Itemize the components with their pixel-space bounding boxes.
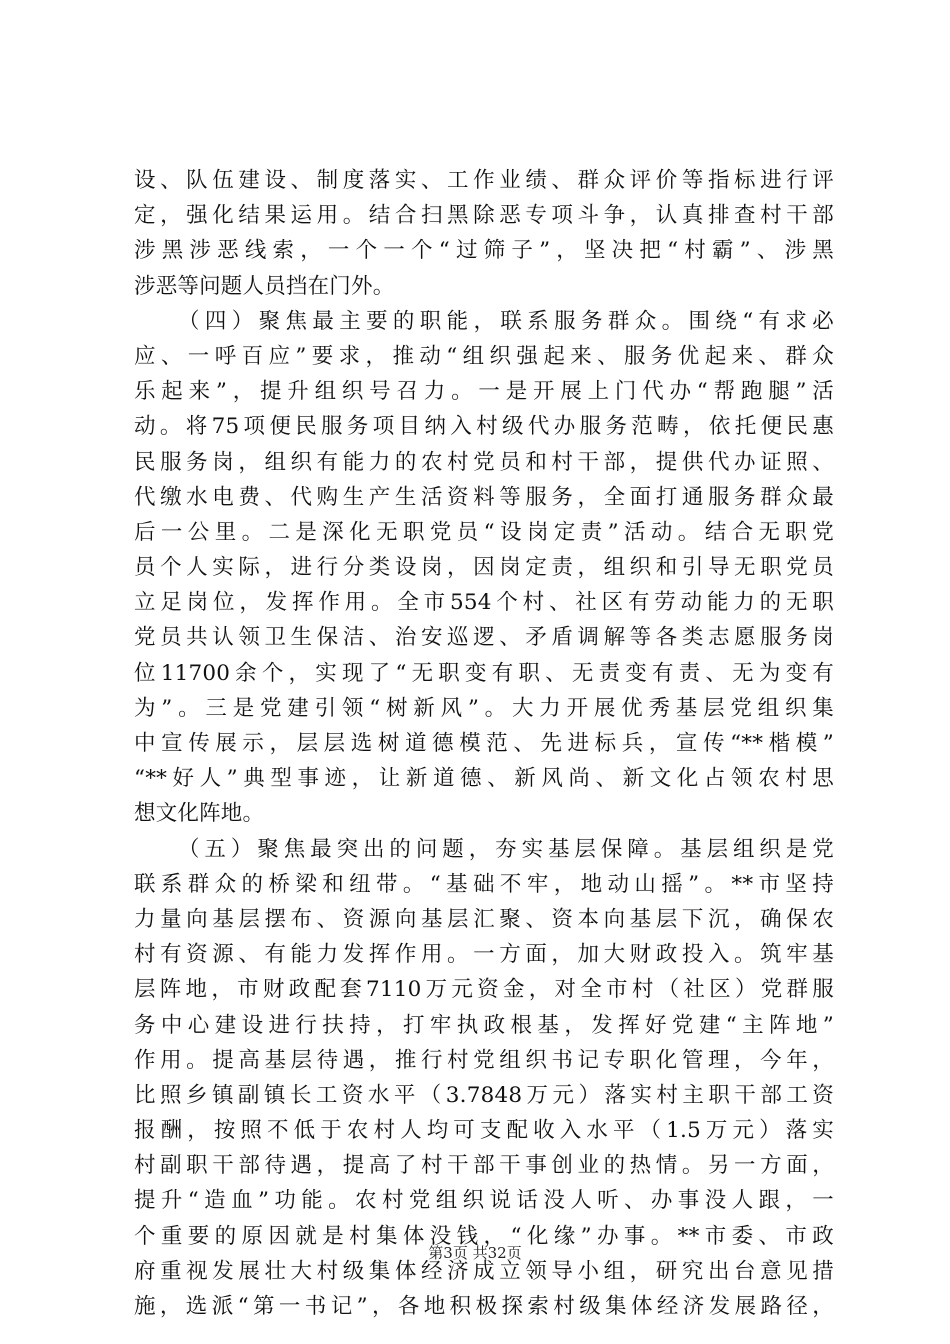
text-line: 报酬，按照不低于农村人均可支配收入水平（1.5万元）落实 — [134, 1118, 834, 1144]
text-line: 个重要的原因就是村集体没钱，“化缘”办事。**市委、市政 — [134, 1223, 834, 1249]
text-line: 比照乡镇副镇长工资水平（3.7848万元）落实村主职干部工资 — [134, 1082, 834, 1108]
text-line: 涉恶等问题人员挡在门外。 — [134, 273, 395, 299]
text-line: 村有资源、有能力发挥作用。一方面，加大财政投入。筑牢基 — [134, 942, 834, 968]
text-line: 为”。三是党建引领“树新风”。大力开展优秀基层党组织集 — [134, 695, 834, 721]
text-line: 联系群众的桥梁和纽带。“基础不牢，地动山摇”。**市坚持 — [134, 871, 834, 897]
text-line: （五）聚焦最突出的问题，夯实基层保障。基层组织是党 — [178, 836, 834, 862]
text-line: 党员共认领卫生保洁、治安巡逻、矛盾调解等各类志愿服务岗 — [134, 625, 834, 651]
text-line: 位11700余个，实现了“无职变有职、无责变有责、无为变有 — [134, 660, 834, 686]
text-line: 员个人实际，进行分类设岗，因岗定责，组织和引导无职党员 — [134, 555, 834, 581]
text-line: 力量向基层摆布、资源向基层汇聚、资本向基层下沉，确保农 — [134, 906, 834, 932]
text-line: 代缴水电费、代购生产生活资料等服务，全面打通服务群众最 — [134, 484, 834, 510]
text-line: 应、一呼百应”要求，推动“组织强起来、服务优起来、群众 — [134, 343, 834, 369]
text-line: 村副职干部待遇，提高了村干部干事创业的热情。另一方面， — [134, 1153, 834, 1179]
text-line: 提升“造血”功能。农村党组织说话没人听、办事没人跟，一 — [134, 1188, 834, 1214]
text-line: “**好人”典型事迹，让新道德、新风尚、新文化占领农村思 — [134, 766, 834, 792]
page-number-label: 第3页 共32页 — [428, 1244, 522, 1262]
text-line: 府重视发展壮大村级集体经济成立领导小组，研究出台意见措 — [134, 1258, 834, 1284]
page-footer — [0, 1243, 950, 1263]
text-line: 施，选派“第一书记”，各地积极探索村级集体经济发展路径， — [134, 1294, 834, 1319]
text-line: 涉黑涉恶线索，一个一个“过筛子”，坚决把“村霸”、涉黑 — [134, 238, 834, 264]
text-line: 层阵地，市财政配套7110万元资金，对全市村（社区）党群服 — [134, 977, 834, 1003]
text-line: 民服务岗，组织有能力的农村党员和村干部，提供代办证照、 — [134, 449, 834, 475]
text-line: 务中心建设进行扶持，打牢执政根基，发挥好党建“主阵地” — [134, 1012, 834, 1038]
text-line: 想文化阵地。 — [134, 801, 265, 827]
text-line: 立足岗位，发挥作用。全市554个村、社区有劳动能力的无职 — [134, 590, 834, 616]
document-body — [134, 163, 834, 1324]
text-line: 中宣传展示，层层选树道德模范、先进标兵，宣传“**楷模” — [134, 731, 834, 756]
text-line: （四）聚焦最主要的职能，联系服务群众。围绕“有求必 — [178, 308, 834, 334]
text-line: 乐起来”，提升组织号召力。一是开展上门代办“帮跑腿”活 — [134, 379, 834, 405]
text-line: 后一公里。二是深化无职党员“设岗定责”活动。结合无职党 — [134, 519, 834, 545]
text-line: 作用。提高基层待遇，推行村党组织书记专职化管理，今年， — [134, 1047, 834, 1073]
text-line: 定，强化结果运用。结合扫黑除恶专项斗争，认真排查村干部 — [134, 203, 834, 229]
text-line: 设、队伍建设、制度落实、工作业绩、群众评价等指标进行评 — [134, 168, 834, 193]
text-line: 动。将75项便民服务项目纳入村级代办服务范畴，依托便民惠 — [134, 414, 834, 440]
